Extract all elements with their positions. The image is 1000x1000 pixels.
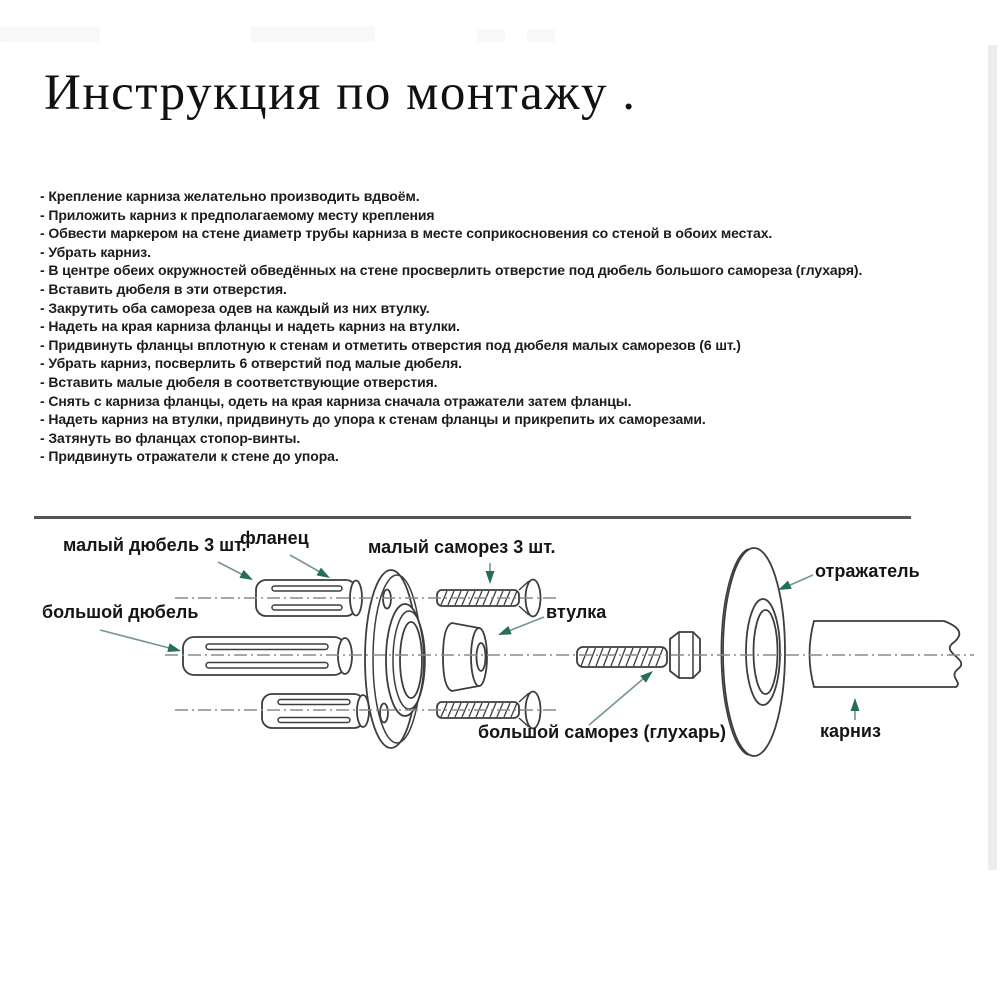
watermark-block: [251, 26, 375, 42]
instruction-item: - Надеть на края карниза фланцы и надеть карниз на втулки.: [40, 318, 460, 335]
small-screw-label: малый саморез 3 шт.: [368, 537, 556, 557]
instruction-item: - Убрать карниз, посверлить 6 отверстий под малые дюбеля.: [40, 355, 462, 372]
instruction-item: - Затянуть во фланцах стопор-винты.: [40, 429, 301, 446]
watermark-block: [0, 26, 100, 42]
section-divider: [34, 516, 911, 519]
big-screw-arrow: [589, 668, 656, 725]
instruction-item: - Придвинуть отражатели к стене до упора.: [40, 448, 339, 465]
rod-label: карниз: [820, 721, 881, 741]
instruction-item: - Крепление карниза желательно производить вдвоём.: [40, 188, 420, 204]
instruction-item: - Обвести маркером на стене диаметр трубы карниза в месте соприкосновения со стеной в обоих местах.: [40, 225, 773, 242]
small-dowel-arrow: [218, 562, 255, 584]
small-dowel-label: малый дюбель 3 шт.: [63, 535, 247, 555]
instruction-item: - Придвинуть фланцы вплотную к стенам и отметить отверстия под дюбеля малых саморезов (6 шт.): [40, 336, 741, 353]
big-dowel-arrow: [100, 630, 182, 655]
bushing-label: втулка: [546, 602, 607, 622]
instruction-item: - Убрать карниз.: [40, 243, 151, 260]
rod-arrow: [851, 698, 860, 720]
flange-label: фланец: [240, 528, 309, 548]
watermark-block: [527, 29, 555, 42]
flange-arrow: [290, 555, 332, 582]
curtain-rod: [810, 621, 962, 687]
big-dowel: [183, 637, 352, 675]
bushing-arrow: [496, 617, 544, 639]
reflector: [721, 548, 785, 756]
instruction-item: - Снять с карниза фланцы, одеть на края карниза сначала отражатели затем фланцы.: [40, 392, 632, 409]
instruction-item: - Надеть карниз на втулки, придвинуть до упора к стенам фланцы и прикрепить их саморезами.: [40, 411, 706, 428]
bushing: [443, 623, 487, 691]
instruction-item: - Приложить карниз к предполагаемому месту крепления: [40, 206, 435, 223]
flange: [365, 570, 425, 748]
watermark-block: [477, 29, 505, 42]
reflector-label: отражатель: [815, 561, 920, 581]
page-title: Инструкция по монтажу .: [44, 65, 637, 121]
instruction-item: - Закрутить оба самореза одев на каждый из них втулку.: [40, 299, 430, 316]
instruction-item: - Вставить дюбеля в эти отверстия.: [40, 280, 287, 297]
instructions-list: [40, 187, 970, 466]
reflector-arrow: [776, 575, 813, 594]
big-dowel-label: большой дюбель: [42, 602, 199, 622]
small-dowel-bottom: [262, 694, 369, 728]
instruction-item: - В центре обеих окружностей обведённых на стене просверлить отверстие под дюбель большого самореза (глухаря).: [40, 262, 863, 279]
small-screw-arrow: [486, 563, 495, 584]
instruction-item: - Вставить малые дюбеля в соответствующие отверстия.: [40, 373, 438, 390]
big-screw-label: большой саморез (глухарь): [478, 722, 727, 742]
